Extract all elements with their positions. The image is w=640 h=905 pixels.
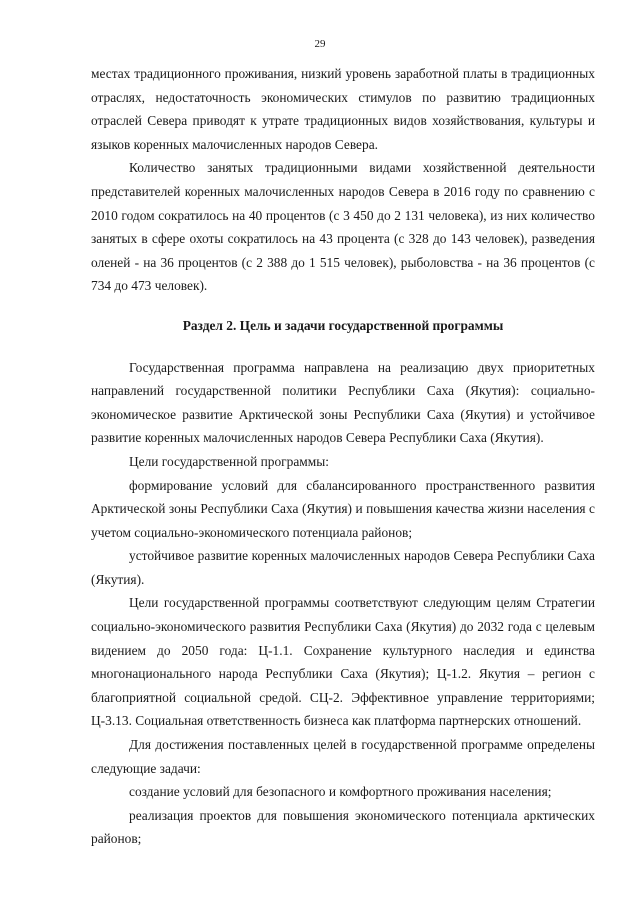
paragraph: Государственная программа направлена на реализацию двух приоритетных направлений государственной политики Республики Саха (Якутия): социально-экономическое развитие Арктической зоны Республики Саха (Якутия) и устойчивое развитие коренных малочисленных народов Севера Республики Саха (Якутия). [91, 359, 595, 446]
section-heading: Раздел 2. Цель и задачи государственной программы [182, 317, 504, 333]
document-body [91, 62, 595, 851]
paragraph: Для достижения поставленных целей в государственной программе определены следующие задачи: [91, 737, 595, 776]
page-number: 29 [314, 38, 326, 50]
paragraph: Цели государственной программы: [129, 453, 329, 469]
list-item: реализация проектов для повышения экономического потенциала арктических районов; [91, 807, 595, 847]
paragraph: Цели государственной программы соответствуют следующим целям Стратегии социально-экономического развития Республики Саха (Якутия) до 2032 года с целевым видением до 2050 года: Ц-1.1. Сохранение культурного наследия и единства многонационального народа Республики Саха (Якутия); Ц-1.2. Якутия – регион с благоприятной социальной средой. СЦ-2. Эффективное управление территориями; Ц-3.13. Социальная ответственность бизнеса как платформа партнерских отношений. [91, 595, 595, 729]
list-item: создание условий для безопасного и комфортного проживания населения; [129, 784, 552, 800]
list-item: формирование условий для сбалансированного пространственного развития Арктической зоны Республики Саха (Якутия) и повышения качества жизни населения с учетом социально-экономического потенциала районов; [91, 477, 595, 540]
paragraph: Количество занятых традиционными видами хозяйственной деятельности представителей коренных малочисленных народов Севера в 2016 году по сравнению с 2010 годом сократилось на 40 процентов (с 3 450 до 2 131 человека), из них количество занятых в сфере охоты сократилось на 43 процента (с 328 до 143 человек), разведения оленей - на 36 процентов (с 2 388 до 1 515 человек), рыболовства - на 36 процентов (с 734 до 473 человек). [91, 160, 595, 294]
list-item: устойчивое развитие коренных малочисленных народов Севера Республики Саха (Якутия). [91, 548, 595, 587]
paragraph: местах традиционного проживания, низкий уровень заработной платы в традиционных отраслях, недостаточность экономических стимулов по развитию традиционных отраслей Севера приводят к утрате традиционных видов хозяйствования, культуры и языков коренных малочисленных народов Севера. [91, 66, 595, 152]
